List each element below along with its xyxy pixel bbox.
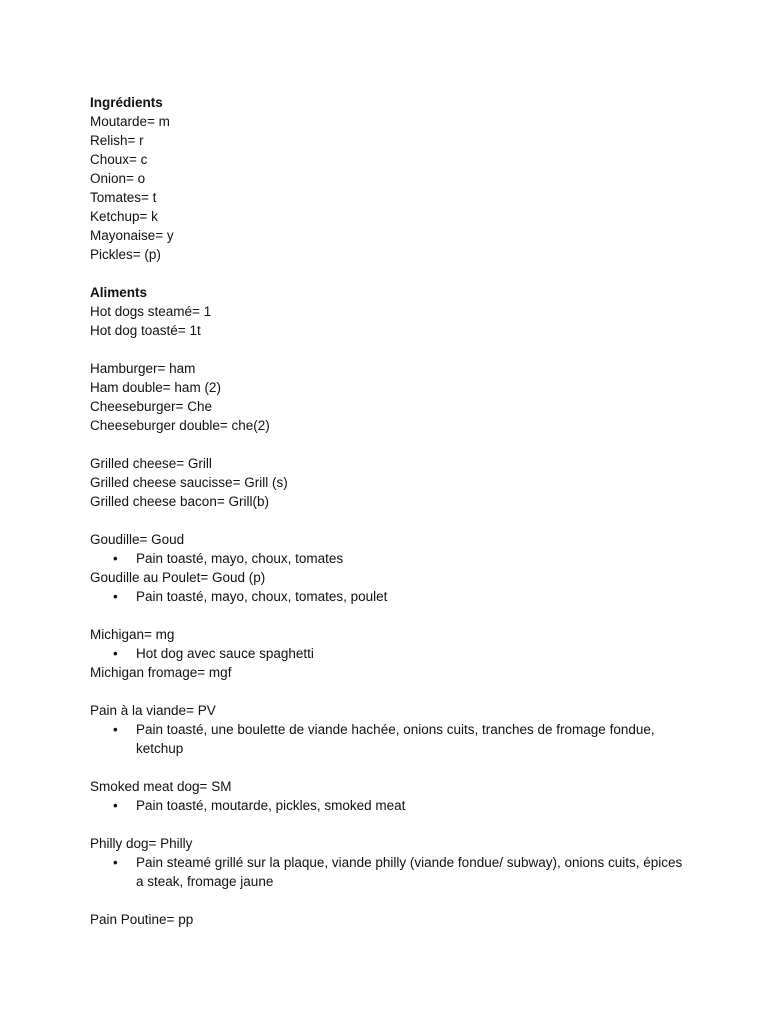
bullet-item: • Pain toasté, mayo, choux, tomates, poulet (90, 587, 690, 606)
blank-line (90, 891, 690, 910)
blank-line (90, 815, 690, 834)
ingredient-line: Ketchup= k (90, 209, 158, 224)
menu-item-line: Pain à la viande= PV (90, 703, 216, 718)
ingredient-line: Mayonaise= y (90, 228, 174, 243)
ingredient-line: Choux= c (90, 152, 148, 167)
menu-item-line: Hamburger= ham (90, 361, 196, 376)
bullet-list (90, 549, 690, 568)
menu-item-line: Grilled cheese= Grill (90, 456, 212, 471)
bullet-item: • Pain toasté, mayo, choux, tomates (90, 549, 690, 568)
menu-item-line: Grilled cheese bacon= Grill(b) (90, 494, 269, 509)
menu-item-line: Cheeseburger double= che(2) (90, 418, 270, 433)
blank-line (90, 758, 690, 777)
bullet-item: • Hot dog avec sauce spaghetti (90, 644, 690, 663)
aliments-heading: Aliments (90, 285, 148, 300)
menu-item-line: Smoked meat dog= SM (90, 779, 232, 794)
blank-line (90, 682, 690, 701)
bullet-list (90, 853, 690, 891)
bullet-list (90, 644, 690, 663)
menu-item-line: Ham double= ham (2) (90, 380, 221, 395)
bullet-list (90, 720, 690, 758)
bullet-item: • Pain toasté, moutarde, pickles, smoked meat (90, 796, 690, 815)
bullet-item: • Pain steamé grillé sur la plaque, viande philly (viande fondue/ subway), onions cuits, épices a steak, fromage jaune (90, 853, 690, 891)
menu-item-line: Michigan fromage= mgf (90, 665, 232, 680)
menu-item-line: Grilled cheese saucisse= Grill (s) (90, 475, 288, 490)
menu-item-line: Philly dog= Philly (90, 836, 193, 851)
menu-item-line: Goudille= Goud (90, 532, 185, 547)
menu-item-line: Hot dogs steamé= 1 (90, 304, 212, 319)
blank-line (90, 340, 690, 359)
blank-line (90, 511, 690, 530)
ingredient-line: Onion= o (90, 171, 146, 186)
ingredients-heading: Ingrédients (90, 95, 163, 110)
blank-line (90, 264, 690, 283)
menu-item-line: Goudille au Poulet= Goud (p) (90, 570, 266, 585)
menu-item-line: Cheeseburger= Che (90, 399, 212, 414)
ingredients-list (90, 112, 690, 264)
menu-item-line: Pain Poutine= pp (90, 912, 194, 927)
ingredient-line: Relish= r (90, 133, 144, 148)
bullet-list (90, 796, 690, 815)
blank-line (90, 606, 690, 625)
ingredient-line: Pickles= (p) (90, 247, 161, 262)
bullet-item: • Pain toasté, une boulette de viande hachée, onions cuits, tranches de fromage fondue, ketchup (90, 720, 690, 758)
bullet-list (90, 587, 690, 606)
document-page (90, 93, 690, 929)
ingredient-line: Moutarde= m (90, 114, 170, 129)
blank-line (90, 435, 690, 454)
ingredient-line: Tomates= t (90, 190, 157, 205)
menu-item-line: Hot dog toasté= 1t (90, 323, 201, 338)
menu-item-line: Michigan= mg (90, 627, 175, 642)
